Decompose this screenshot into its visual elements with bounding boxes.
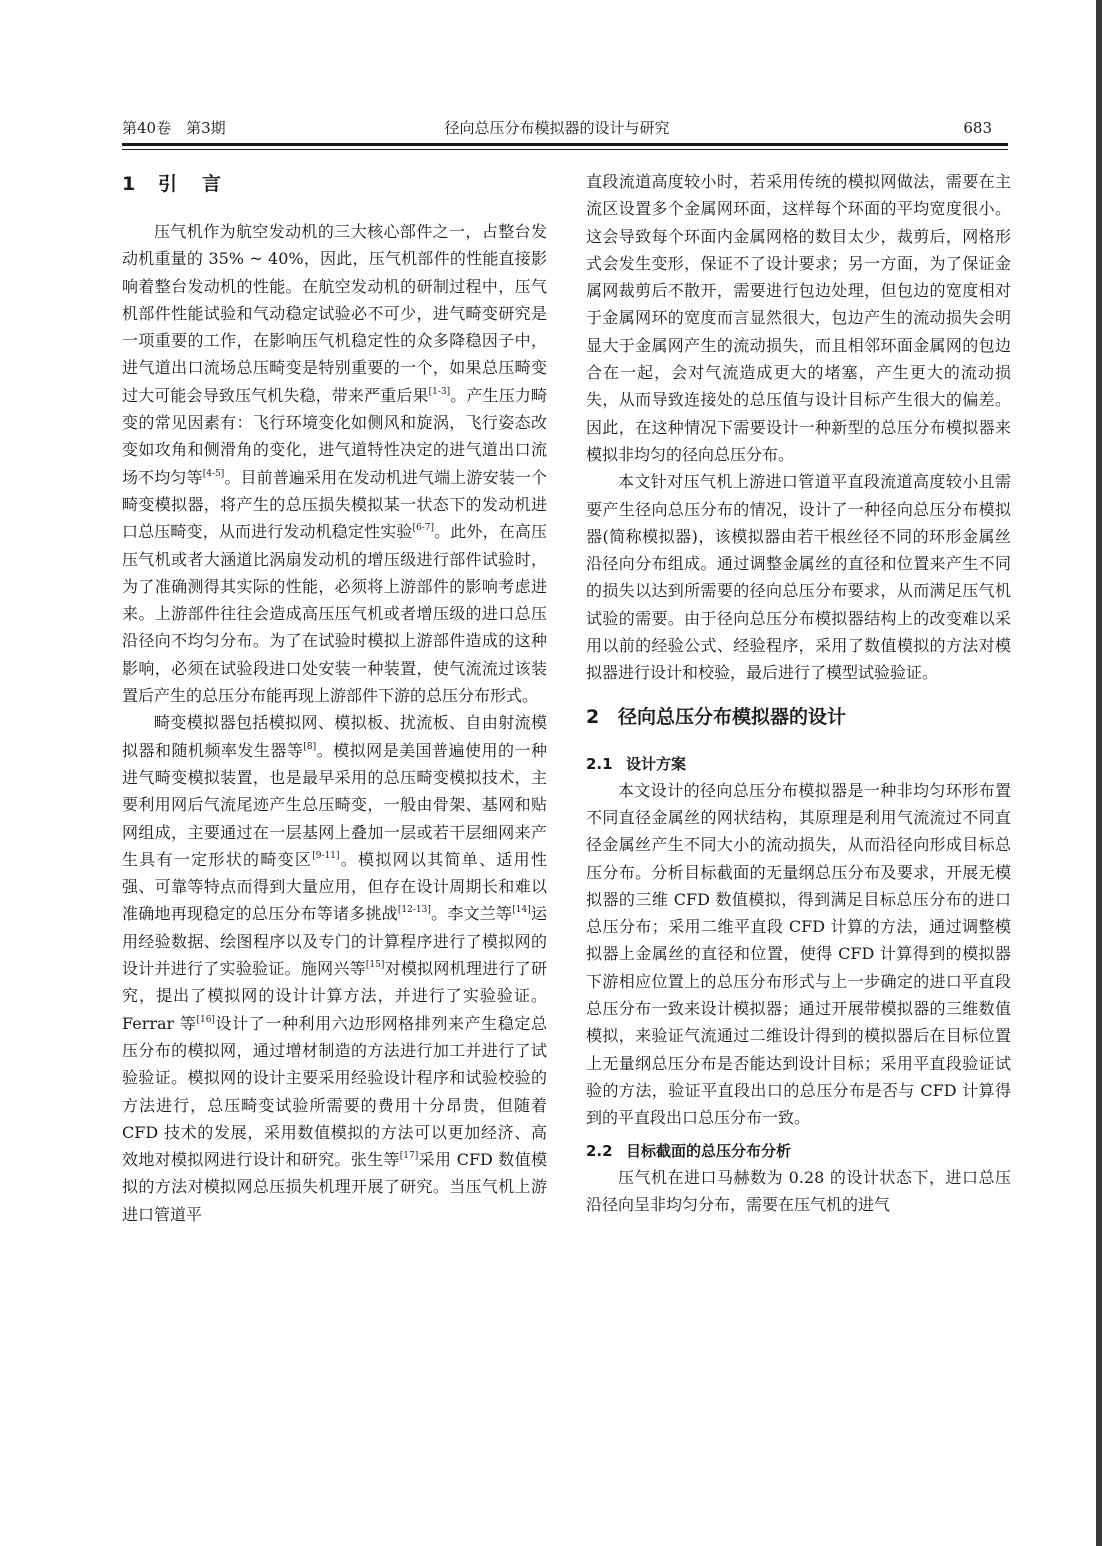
intro-paragraph-1: 压气机作为航空发动机的三大核心部件之一，占整台发动机重量的 35% ~ 40%，因此，压气机部件的性能直接影响着整台发动机的性能。在航空发动机的研制过程中，压气机部件性能试验和气动稳定试验必不可少，进气畸变研究是一项重要的工作，在影响压气机稳定性的众多降稳因子中，进气道出口流场总压畸变是特别重要的一个，如果总压畸变过大可能会导致压气机失稳，带来严重后果[1-3]。产生压力畸变的常见因素有：飞行环境变化如侧风和旋涡，飞行姿态改变如攻角和侧滑角的变化，进气道特性决定的进气道出口流场不均匀等[4-5]。目前普遍采用在发动机进气端上游安装一个畸变模拟器，将产生的总压损失模拟某一状态下的发动机进口总压畸变，从而进行发动机稳定性实验[6-7]。此外，在高压压气机或者大涵道比涡扇发动机的增压级进行部件试验时，为了准确测得其实际的性能，必须将上游部件的影响考虑进来。上游部件往往会造成高压压气机或者增压级的进口总压沿径向不均匀分布。为了在试验时模拟上游部件造成的这种影响，必须在试验段进口处安装一种装置，使气流流过该装置后产生的总压分布能再现上游部件下游的总压分布形式。 (122, 222, 547, 706)
citation-1-3: [1-3] (428, 386, 451, 397)
header-rule-thick (122, 143, 1008, 146)
page-number: 683 (963, 119, 992, 137)
design-scheme-paragraph: 本文设计的径向总压分布模拟器是一种非均匀环形布置不同直径金属丝的网状结构，其原理是利用气流流过不同直径金属丝产生不同大小的流动损失，从而沿径向形成目标总压分布。分析目标截面的无量纲总压分布及要求，开展无模拟器的三维 CFD 数值模拟，得到满足目标总压分布的进口总压分布；采用二维平直段 CFD 计算的方法，通过调整模拟器上金属丝的直径和位置，使得 CFD 计算得到的模拟器下游相应位置上的总压分布形式与上一步确定的进口平直段总压分布一致来设计模拟器；通过开展带模拟器的三维数值模拟，来验证气流通过二维设计得到的模拟器后在目标位置上无量纲总压分布是否能达到设计目标；采用平直段验证试验的方法，验证平直段出口的总压分布是否与 CFD 计算得到的平直段出口总压分布一致。 (586, 780, 1011, 1128)
intro-paragraph-2: 畸变模拟器包括模拟网、模拟板、扰流板、自由射流模拟器和随机频率发生器等[8]。模拟网是美国普遍使用的一种进气畸变模拟装置，也是最早采用的总压畸变模拟技术，主要利用网后气流尾迹产生总压畸变，一般由骨架、基网和贴网组成，主要通过在一层基网上叠加一层或若干层细网来产生具有一定形状的畸变区[9-11]。模拟网以其简单、适用性强、可靠等特点而得到大量应用，但存在设计周期长和难以准确地再现稳定的总压分布等诸多挑战[12-13]。李文兰等[14]运用经验数据、绘图程序以及专门的计算程序进行了模拟网的设计并进行了实验验证。施网兴等[15]对模拟网机理进行了研究，提出了模拟网的设计计算方法，并进行了实验验证。Ferrar 等[16]设计了一种利用六边形网格排列来产生稳定总压分布的模拟网，通过增材制造的方法进行加工并进行了试验验证。模拟网的设计主要采用经验设计程序和试验校验的方法进行，总压畸变试验所需要的费用十分昂贵，但随着 CFD 技术的发展，采用数值模拟的方法可以更加经济、高效地对模拟网进行设计和研究。张生等[17]采用 CFD 数值模拟的方法对模拟网总压损失机理开展了研究。当压气机上游进口管道平 (122, 713, 547, 1224)
citation-16: [16] (196, 1014, 215, 1025)
section-1-title-char-2: 言 (202, 173, 222, 195)
section-1-number: 1 (122, 173, 136, 195)
left-column (122, 168, 547, 1228)
section-2-2-number: 2.2 (586, 1141, 613, 1160)
section-2-2-heading (586, 1138, 1011, 1164)
target-section-paragraph: 压气机在进口马赫数为 0.28 的设计状态下，进口总压沿径向呈非均匀分布，需要在压气机的进气 (586, 1167, 1011, 1214)
scan-edge (1096, 0, 1102, 1546)
citation-17: [17] (399, 1151, 419, 1162)
header-rule-thin (122, 149, 1008, 150)
section-2-number: 2 (586, 705, 600, 728)
journal-volume-issue: 第40卷 第3期 (122, 119, 226, 137)
running-header (122, 116, 992, 140)
intro-paragraph-3: 本文针对压气机上游进口管道平直段流道高度较小且需要产生径向总压分布的情况，设计了一种径向总压分布模拟器(简称模拟器)，该模拟器由若干根丝径不同的环形金属丝沿径向分布组成。通过调整金属丝的直径和位置来产生不同的损失以达到所需要的径向总压分布要求，从而满足压气机试验的需要。由于径向总压分布模拟器结构上的改变难以采用以前的经验公式、经验程序，采用了数值模拟的方法对模拟器进行设计和校验，最后进行了模型试验验证。 (586, 472, 1011, 683)
citation-8: [8] (303, 741, 317, 752)
intro-paragraph-2-continued: 直段流道高度较小时，若采用传统的模拟网做法，需要在主流区设置多个金属网环面，这样每个环面的平均宽度很小。这会导致每个环面内金属网格的数目太少，裁剪后，网格形式会发生变形，保证不了设计要求；另一方面，为了保证金属网裁剪后不散开，需要进行包边处理，但包边的宽度相对于金属网环的宽度而言显然很大，包边产生的流动损失会明显大于金属网产生的流动损失，而且相邻环面金属网的包边合在一起，会对气流造成更大的堵塞，产生更大的流动损失，从而导致连接处的总压值与设计目标产生很大的偏差。因此，在这种情况下需要设计一种新型的总压分布模拟器来模拟非均匀的径向总压分布。 (586, 172, 1011, 464)
citation-6-7: [6-7] (412, 523, 435, 534)
section-1-heading (122, 168, 547, 200)
citation-9-11: [9-11] (312, 850, 340, 861)
section-2-1-title: 设计方案 (626, 754, 687, 773)
citation-14: [14] (512, 905, 531, 916)
section-1-title-char-1: 引 (158, 173, 178, 195)
running-title: 径向总压分布模拟器的设计与研究 (444, 119, 670, 137)
section-2-heading (586, 701, 1011, 733)
section-2-1-heading (586, 751, 1011, 777)
section-2-1-number: 2.1 (586, 754, 613, 773)
citation-15: [15] (365, 960, 385, 971)
citation-12-13: [12-13] (397, 905, 431, 916)
right-column (586, 168, 1011, 1218)
section-2-2-title: 目标截面的总压分布分析 (626, 1141, 792, 1160)
citation-4-5: [4-5] (202, 468, 225, 479)
section-2-title: 径向总压分布模拟器的设计 (618, 705, 847, 728)
